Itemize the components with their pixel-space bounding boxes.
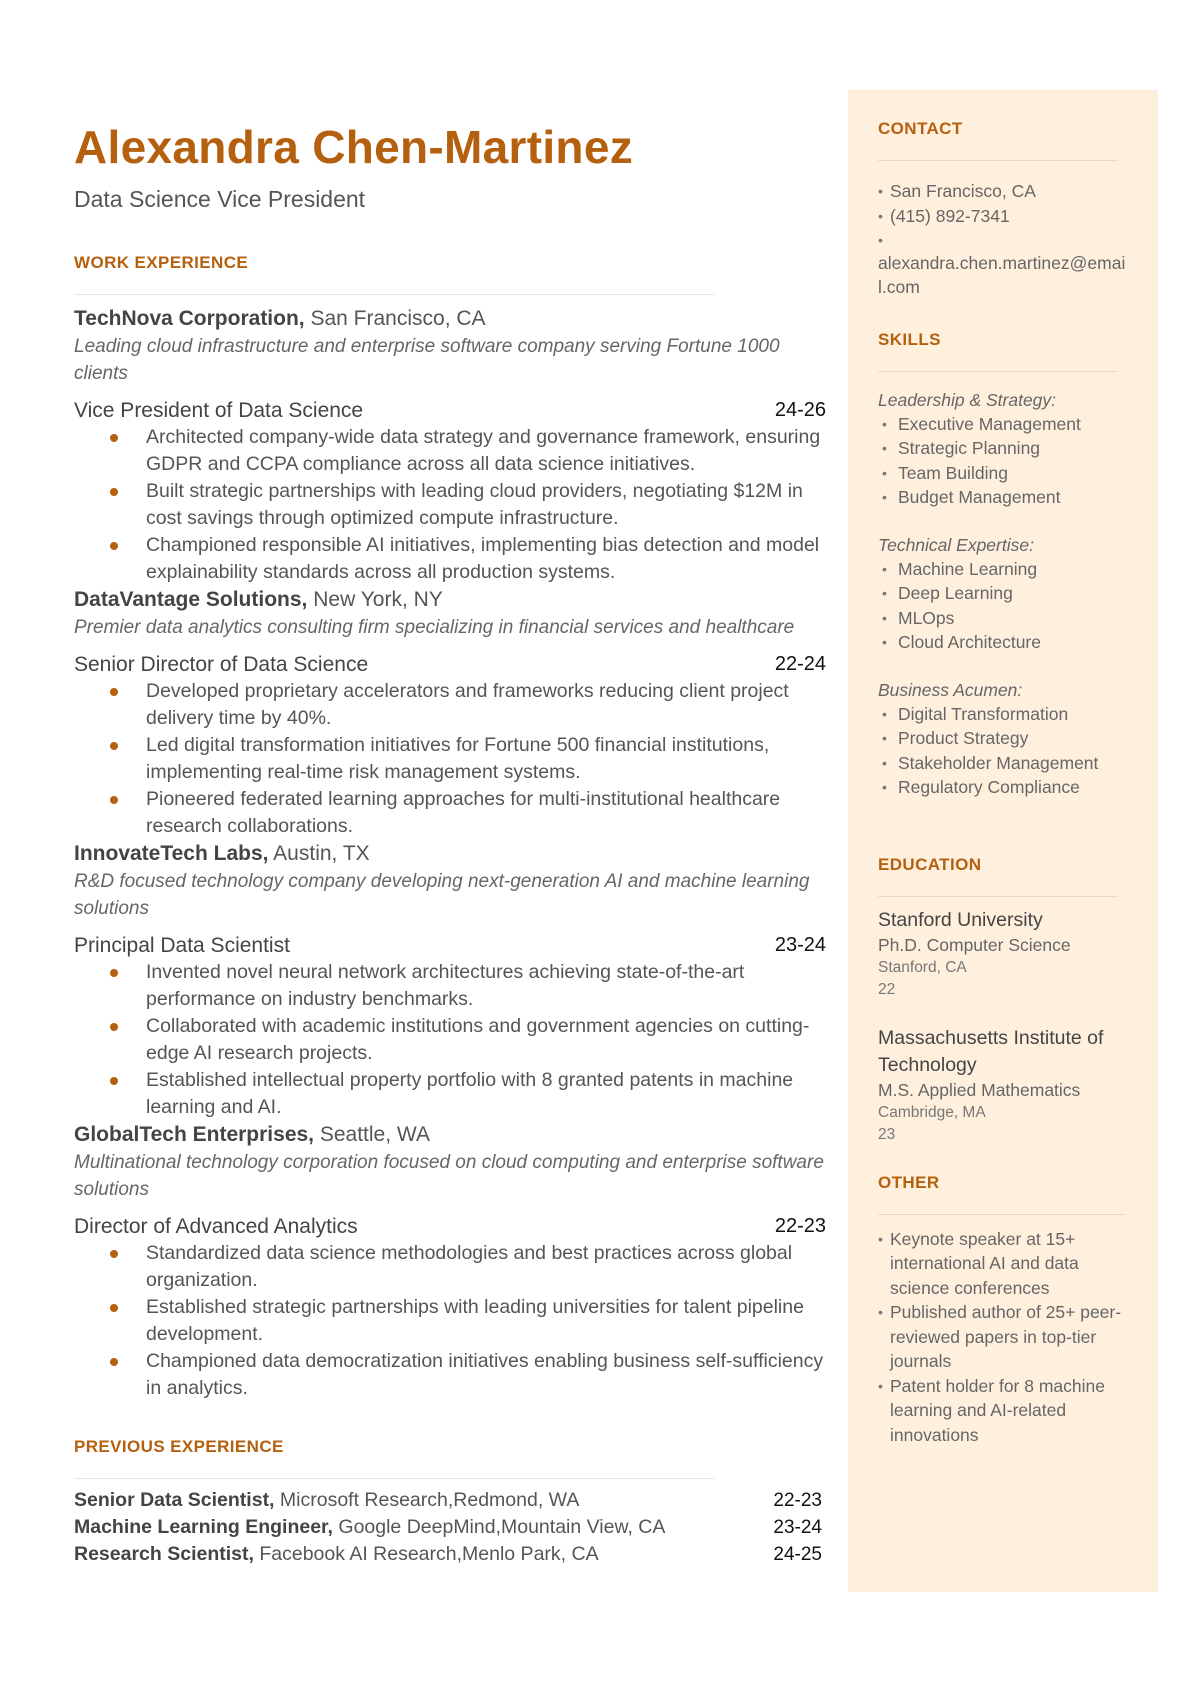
skill-list xyxy=(878,702,1128,800)
school-name: Stanford University xyxy=(878,908,1043,931)
role-title: Director of Advanced Analytics xyxy=(74,1215,358,1238)
skill-category: Leadership & Strategy: xyxy=(878,389,1057,410)
company-description: R&D focused technology company developing next-generation AI and machine learning solutions xyxy=(74,871,810,919)
company-heading xyxy=(74,305,826,333)
role-dates: 23-24 xyxy=(774,934,826,956)
previous-org: Microsoft Research,Redmond, WA xyxy=(274,1489,580,1511)
skill-item: • MLOps xyxy=(878,606,1128,631)
achievement-item: Invented novel neural network architectures achieving state-of-the-art performance on industry benchmarks. xyxy=(110,959,826,1013)
role-dates: 24-26 xyxy=(774,399,826,421)
role-row xyxy=(74,1213,826,1240)
company-entry xyxy=(74,1121,826,1402)
company-heading xyxy=(74,586,826,614)
company-location: Austin, TX xyxy=(268,842,370,865)
previous-role: Research Scientist, xyxy=(74,1543,254,1565)
company-entry xyxy=(74,586,826,840)
achievement-item: Championed responsible AI initiatives, implementing bias detection and model explainability standards across all production systems. xyxy=(110,532,826,586)
bullet-dot-icon xyxy=(110,688,118,696)
skill-group xyxy=(878,388,1128,510)
role-title: Senior Director of Data Science xyxy=(74,653,369,676)
other-list xyxy=(878,1227,1128,1448)
skill-item: • Machine Learning xyxy=(878,557,1128,582)
skill-item: • Deep Learning xyxy=(878,581,1128,606)
company-location: San Francisco, CA xyxy=(304,307,486,330)
skill-item: • Digital Transformation xyxy=(878,702,1128,727)
skill-item: • Stakeholder Management xyxy=(878,751,1128,776)
company-description: Leading cloud infrastructure and enterprise software company serving Fortune 1000 clients xyxy=(74,336,780,384)
skill-item: • Cloud Architecture xyxy=(878,630,1128,655)
company-description: Multinational technology corporation focused on cloud computing and enterprise software solutions xyxy=(74,1152,824,1200)
contact-heading: CONTACT xyxy=(878,119,963,138)
previous-org: Google DeepMind,Mountain View, CA xyxy=(332,1516,666,1538)
other-item: • Published author of 25+ peer-reviewed papers in top-tier journals xyxy=(878,1300,1128,1374)
role-dates: 22-24 xyxy=(774,653,826,675)
previous-experience-list xyxy=(74,1487,826,1568)
role-row xyxy=(74,397,826,424)
skill-item: • Team Building xyxy=(878,461,1128,486)
skill-item: • Regulatory Compliance xyxy=(878,775,1128,800)
company-heading xyxy=(74,1121,826,1149)
achievement-item: Established intellectual property portfolio with 8 granted patents in machine learning and AI. xyxy=(110,1067,826,1121)
company-heading xyxy=(74,840,826,868)
previous-org: Facebook AI Research,Menlo Park, CA xyxy=(253,1543,599,1565)
contact-email[interactable]: alexandra.chen.martinez@email.com xyxy=(878,252,1126,297)
skill-item: • Strategic Planning xyxy=(878,436,1128,461)
school-location: Cambridge, MA xyxy=(878,1103,986,1121)
skill-category: Business Acumen: xyxy=(878,679,1023,700)
bullet-dot-icon xyxy=(110,1304,118,1312)
company-location: Seattle, WA xyxy=(314,1123,430,1146)
skill-list xyxy=(878,412,1128,510)
contact-list xyxy=(878,179,1128,253)
achievement-item: Architected company-wide data strategy and governance framework, ensuring GDPR and CCPA compliance across all data science initiatives. xyxy=(110,424,826,478)
bullet-dot-icon xyxy=(110,1358,118,1366)
company-description: Premier data analytics consulting firm specializing in financial services and healthcare xyxy=(74,617,795,638)
bullet-dot-icon xyxy=(110,796,118,804)
other-item: • Patent holder for 8 machine learning and AI-related innovations xyxy=(878,1374,1128,1448)
achievement-item: Led digital transformation initiatives for Fortune 500 financial institutions, implementing real-time risk management systems. xyxy=(110,732,826,786)
previous-role: Senior Data Scientist, xyxy=(74,1489,275,1511)
previous-dates: 22-23 xyxy=(773,1490,822,1511)
contact-bullet xyxy=(878,228,1128,253)
skill-item: • Product Strategy xyxy=(878,726,1128,751)
role-title: Vice President of Data Science xyxy=(74,399,364,422)
achievement-item: Championed data democratization initiatives enabling business self-sufficiency in analytics. xyxy=(110,1348,826,1402)
degree: M.S. Applied Mathematics xyxy=(878,1079,1081,1100)
bullet-dot-icon xyxy=(110,1077,118,1085)
company-name: GlobalTech Enterprises, xyxy=(74,1123,315,1146)
skill-group xyxy=(878,678,1128,800)
contact-location: • San Francisco, CA xyxy=(878,179,1128,204)
company-entry xyxy=(74,305,826,586)
achievement-list xyxy=(74,1240,826,1402)
school-name: Massachusetts Institute of Technology xyxy=(878,1026,1104,1076)
graduation-year: 22 xyxy=(878,980,896,998)
previous-dates: 23-24 xyxy=(773,1517,822,1538)
main-column xyxy=(74,118,826,1568)
skill-list xyxy=(878,557,1128,655)
achievement-item: Pioneered federated learning approaches for multi-institutional healthcare research collaborations. xyxy=(110,786,826,840)
company-name: DataVantage Solutions, xyxy=(74,588,308,611)
sidebar xyxy=(848,90,1158,1592)
previous-experience-item xyxy=(74,1514,826,1541)
work-experience-heading: WORK EXPERIENCE xyxy=(74,253,249,272)
bullet-dot-icon xyxy=(110,742,118,750)
other-item: • Keynote speaker at 15+ international AI and data science conferences xyxy=(878,1227,1128,1301)
company-entry xyxy=(74,840,826,1121)
bullet-dot-icon xyxy=(110,542,118,550)
achievement-item: Established strategic partnerships with leading universities for talent pipeline development. xyxy=(110,1294,826,1348)
degree: Ph.D. Computer Science xyxy=(878,934,1071,955)
bullet-dot-icon xyxy=(110,969,118,977)
achievement-list xyxy=(74,424,826,586)
achievement-item: Collaborated with academic institutions and government agencies on cutting-edge AI research projects. xyxy=(110,1013,826,1067)
previous-experience-item xyxy=(74,1541,826,1568)
education-entry xyxy=(878,1025,1128,1146)
education-heading: EDUCATION xyxy=(878,854,982,874)
graduation-year: 23 xyxy=(878,1125,896,1143)
skill-category: Technical Expertise: xyxy=(878,534,1034,555)
role-row xyxy=(74,932,826,959)
candidate-name: Alexandra Chen-Martinez xyxy=(74,121,634,173)
bullet-dot-icon xyxy=(110,1023,118,1031)
candidate-title: Data Science Vice President xyxy=(74,186,366,212)
company-location: New York, NY xyxy=(307,588,443,611)
previous-experience-heading: PREVIOUS EXPERIENCE xyxy=(74,1437,284,1456)
skills-heading: SKILLS xyxy=(878,329,941,349)
bullet-dot-icon xyxy=(110,434,118,442)
achievement-item: Standardized data science methodologies and best practices across global organization. xyxy=(110,1240,826,1294)
education-entry xyxy=(878,907,1128,1001)
contact-phone: • (415) 892-7341 xyxy=(878,204,1128,229)
bullet-dot-icon xyxy=(110,488,118,496)
skill-item: • Executive Management xyxy=(878,412,1128,437)
previous-dates: 24-25 xyxy=(773,1544,822,1565)
company-name: TechNova Corporation, xyxy=(74,307,305,330)
skill-group xyxy=(878,533,1128,655)
other-heading: OTHER xyxy=(878,1172,940,1192)
role-row xyxy=(74,651,826,678)
school-location: Stanford, CA xyxy=(878,958,967,976)
role-dates: 22-23 xyxy=(774,1215,826,1237)
bullet-dot-icon xyxy=(110,1250,118,1258)
section-divider xyxy=(74,294,714,295)
previous-role: Machine Learning Engineer, xyxy=(74,1516,333,1538)
achievement-item: Developed proprietary accelerators and frameworks reducing client project delivery time by 40%. xyxy=(110,678,826,732)
role-title: Principal Data Scientist xyxy=(74,934,290,957)
achievement-item: Built strategic partnerships with leading cloud providers, negotiating $12M in cost savings through optimized compute infrastructure. xyxy=(110,478,826,532)
previous-experience-item xyxy=(74,1487,826,1514)
achievement-list xyxy=(74,959,826,1121)
company-name: InnovateTech Labs, xyxy=(74,842,269,865)
achievement-list xyxy=(74,678,826,840)
skill-item: • Budget Management xyxy=(878,485,1128,510)
